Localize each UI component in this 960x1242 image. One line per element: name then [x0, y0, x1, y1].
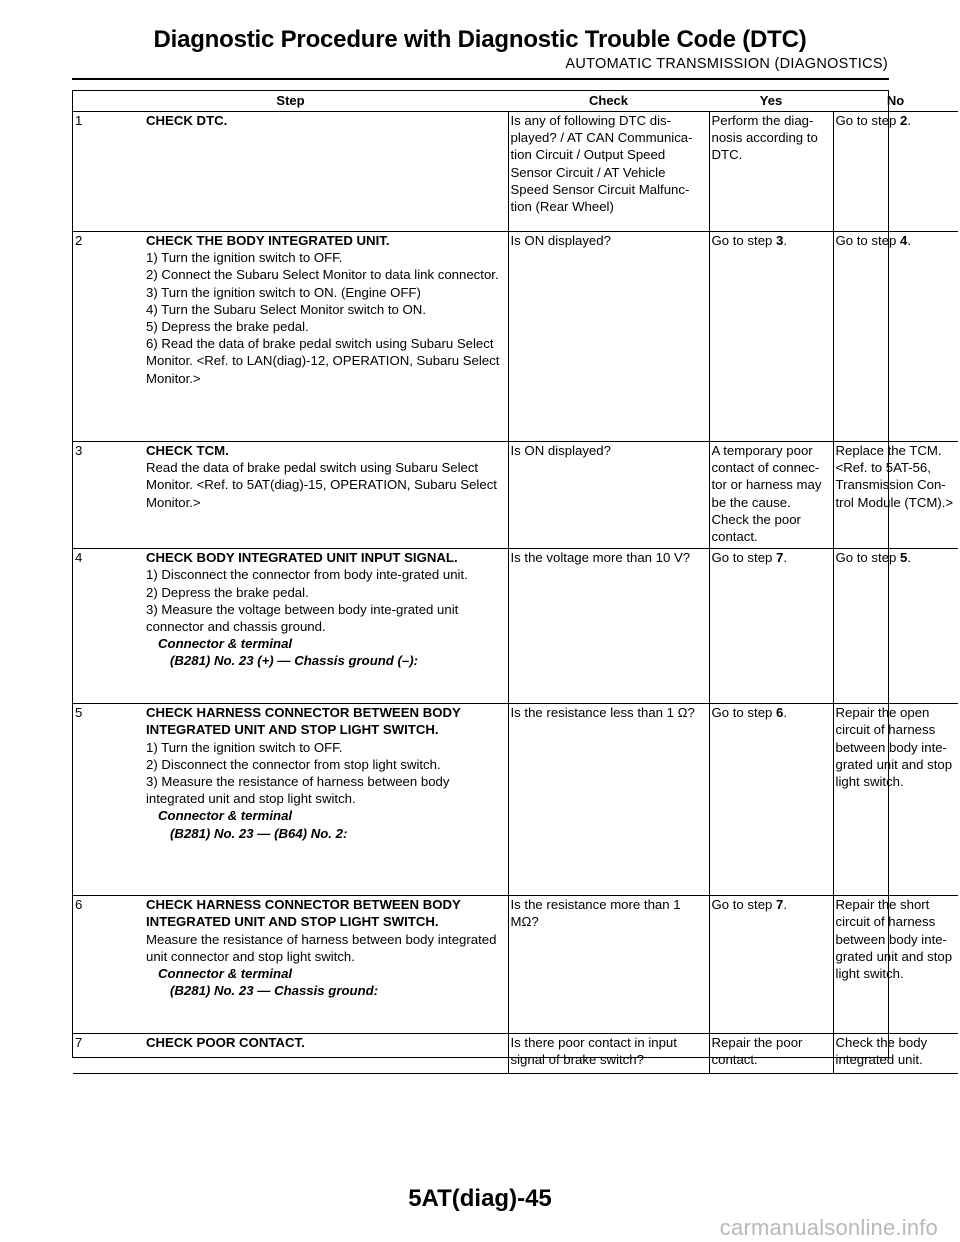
connector-terminal-value: (B281) No. 23 (+) — Chassis ground (–): [170, 653, 419, 669]
connector-terminal-value: (B281) No. 23 — (B64) No. 2: [170, 825, 348, 841]
column-header-check: Check [508, 91, 709, 112]
step-description [144, 232, 508, 442]
step-description [144, 112, 508, 232]
no-text: Go to step [835, 233, 901, 248]
yes-end: . [783, 897, 788, 913]
step-line: 2) Depress the brake pedal. [146, 584, 309, 600]
step-line: 2) Connect the Subaru Select Monitor to data link connector. [146, 267, 499, 283]
no-cell: Check the body integrated unit. [833, 1034, 958, 1074]
step-title: CHECK TCM. [146, 443, 229, 458]
no-text: Go to step [835, 113, 901, 128]
page-number: 5AT(diag)-45 [408, 1185, 552, 1212]
yes-end: . [783, 233, 788, 248]
step-line: 1) Disconnect the connector from body inte-grated unit. [146, 567, 468, 583]
step-number: 5 [73, 704, 144, 896]
step-description [144, 442, 508, 549]
connector-terminal-label: Connector & terminal [158, 808, 293, 824]
yes-step-ref: 7 [776, 550, 784, 566]
no-end: . [907, 113, 912, 128]
yes-step-ref: 6 [776, 705, 784, 721]
yes-step-ref: 7 [776, 897, 784, 913]
diagnostic-procedure-table [73, 91, 958, 1074]
section-subtitle: AUTOMATIC TRANSMISSION (DIAGNOSTICS) [565, 56, 888, 72]
step-line: Read the data of brake pedal switch using Subaru Select Monitor. <Ref. to 5AT(diag)-15, OPERATION, Subaru Select Monitor.> [146, 460, 497, 510]
yes-text: Go to step [711, 550, 777, 566]
check-cell: Is ON displayed? [508, 232, 709, 442]
step-title: CHECK HARNESS CONNECTOR BETWEEN BODY INTEGRATED UNIT AND STOP LIGHT SWITCH. [146, 705, 461, 738]
table-header-row [73, 91, 958, 112]
yes-end: . [783, 705, 788, 721]
table-row [73, 112, 958, 232]
yes-text: Go to step [711, 705, 777, 721]
connector-terminal-value: (B281) No. 23 — Chassis ground: [170, 983, 379, 999]
step-line: 2) Disconnect the connector from stop light switch. [146, 756, 441, 772]
yes-end: . [783, 550, 788, 566]
step-title: CHECK POOR CONTACT. [146, 1035, 305, 1051]
yes-cell: Repair the poor contact. [709, 1034, 833, 1074]
check-cell: Is any of following DTC dis-played? / AT CAN Communica-tion Circuit / Output Speed Sensor Circuit / AT Vehicle Speed Sensor Circuit Malfunc-tion (Rear Wheel) [508, 112, 709, 232]
check-cell: Is the resistance more than 1 MΩ? [508, 896, 709, 1034]
no-step-ref: 5 [900, 550, 908, 566]
yes-cell [709, 704, 833, 896]
check-cell: Is ON displayed? [508, 442, 709, 549]
table-row [73, 896, 958, 1034]
step-line: 3) Measure the resistance of harness between body integrated unit and stop light switch. [146, 774, 450, 807]
step-title: CHECK THE BODY INTEGRATED UNIT. [146, 233, 390, 248]
yes-cell [709, 549, 833, 704]
no-cell [833, 112, 958, 232]
no-cell: Repair the short circuit of harness between body inte-grated unit and stop light switch. [833, 896, 958, 1034]
table-row [73, 704, 958, 896]
no-cell [833, 232, 958, 442]
table-row [73, 1034, 958, 1074]
column-header-step: Step [73, 91, 508, 112]
step-line: 3) Measure the voltage between body inte-grated unit connector and chassis ground. [146, 601, 459, 635]
yes-cell: A temporary poor contact of connec-tor or harness may be the cause. Check the poor contact. [709, 442, 833, 549]
step-number: 2 [73, 232, 144, 442]
yes-text: Go to step [711, 897, 777, 913]
step-line: Measure the resistance of harness between body integrated unit connector and stop light switch. [146, 931, 497, 964]
yes-cell [709, 232, 833, 442]
step-title: CHECK HARNESS CONNECTOR BETWEEN BODY INTEGRATED UNIT AND STOP LIGHT SWITCH. [146, 897, 461, 930]
check-cell: Is the voltage more than 10 V? [508, 549, 709, 704]
check-cell: Is the resistance less than 1 Ω? [508, 704, 709, 896]
check-cell: Is there poor contact in input signal of brake switch? [508, 1034, 709, 1074]
step-description [144, 549, 508, 704]
column-header-no: No [833, 91, 958, 112]
table-row [73, 232, 958, 442]
no-end: . [907, 233, 912, 248]
step-number: 3 [73, 442, 144, 549]
header-rule [72, 78, 889, 80]
no-cell: Repair the open circuit of harness between body inte-grated unit and stop light switch. [833, 704, 958, 896]
yes-text: Go to step [711, 233, 777, 248]
step-line: 5) Depress the brake pedal. [146, 319, 309, 335]
step-line: 1) Turn the ignition switch to OFF. [146, 250, 343, 266]
no-text: Go to step [835, 550, 901, 566]
no-cell: Replace the TCM. <Ref. to 5AT-56, Transmission Con-trol Module (TCM).> [833, 442, 958, 549]
page-title: Diagnostic Procedure with Diagnostic Trouble Code (DTC) [153, 26, 807, 53]
step-number: 6 [73, 896, 144, 1034]
yes-cell [709, 896, 833, 1034]
step-line: 4) Turn the Subaru Select Monitor switch to ON. [146, 301, 426, 317]
step-number: 1 [73, 112, 144, 232]
step-line: 6) Read the data of brake pedal switch using Subaru Select Monitor. <Ref. to LAN(diag)-12, OPERATION, Subaru Select Monitor.> [146, 336, 500, 386]
step-description [144, 1034, 508, 1074]
connector-terminal-label: Connector & terminal [158, 636, 293, 652]
step-line: 1) Turn the ignition switch to OFF. [146, 739, 343, 755]
step-title: CHECK DTC. [146, 113, 228, 128]
step-number: 4 [73, 549, 144, 704]
no-step-ref: 4 [900, 233, 908, 248]
connector-terminal-label: Connector & terminal [158, 966, 293, 982]
no-cell [833, 549, 958, 704]
table-row [73, 549, 958, 704]
step-description [144, 896, 508, 1034]
no-step-ref: 2 [900, 113, 908, 128]
table-row [73, 442, 958, 549]
step-title: CHECK BODY INTEGRATED UNIT INPUT SIGNAL. [146, 550, 458, 566]
no-end: . [907, 550, 912, 566]
site-watermark: carmanualsonline.info [719, 1215, 938, 1240]
step-number: 7 [73, 1034, 144, 1074]
yes-cell: Perform the diag-nosis according to DTC. [709, 112, 833, 232]
yes-step-ref: 3 [776, 233, 784, 248]
column-header-yes: Yes [709, 91, 833, 112]
step-description [144, 704, 508, 896]
step-line: 3) Turn the ignition switch to ON. (Engine OFF) [146, 284, 421, 300]
